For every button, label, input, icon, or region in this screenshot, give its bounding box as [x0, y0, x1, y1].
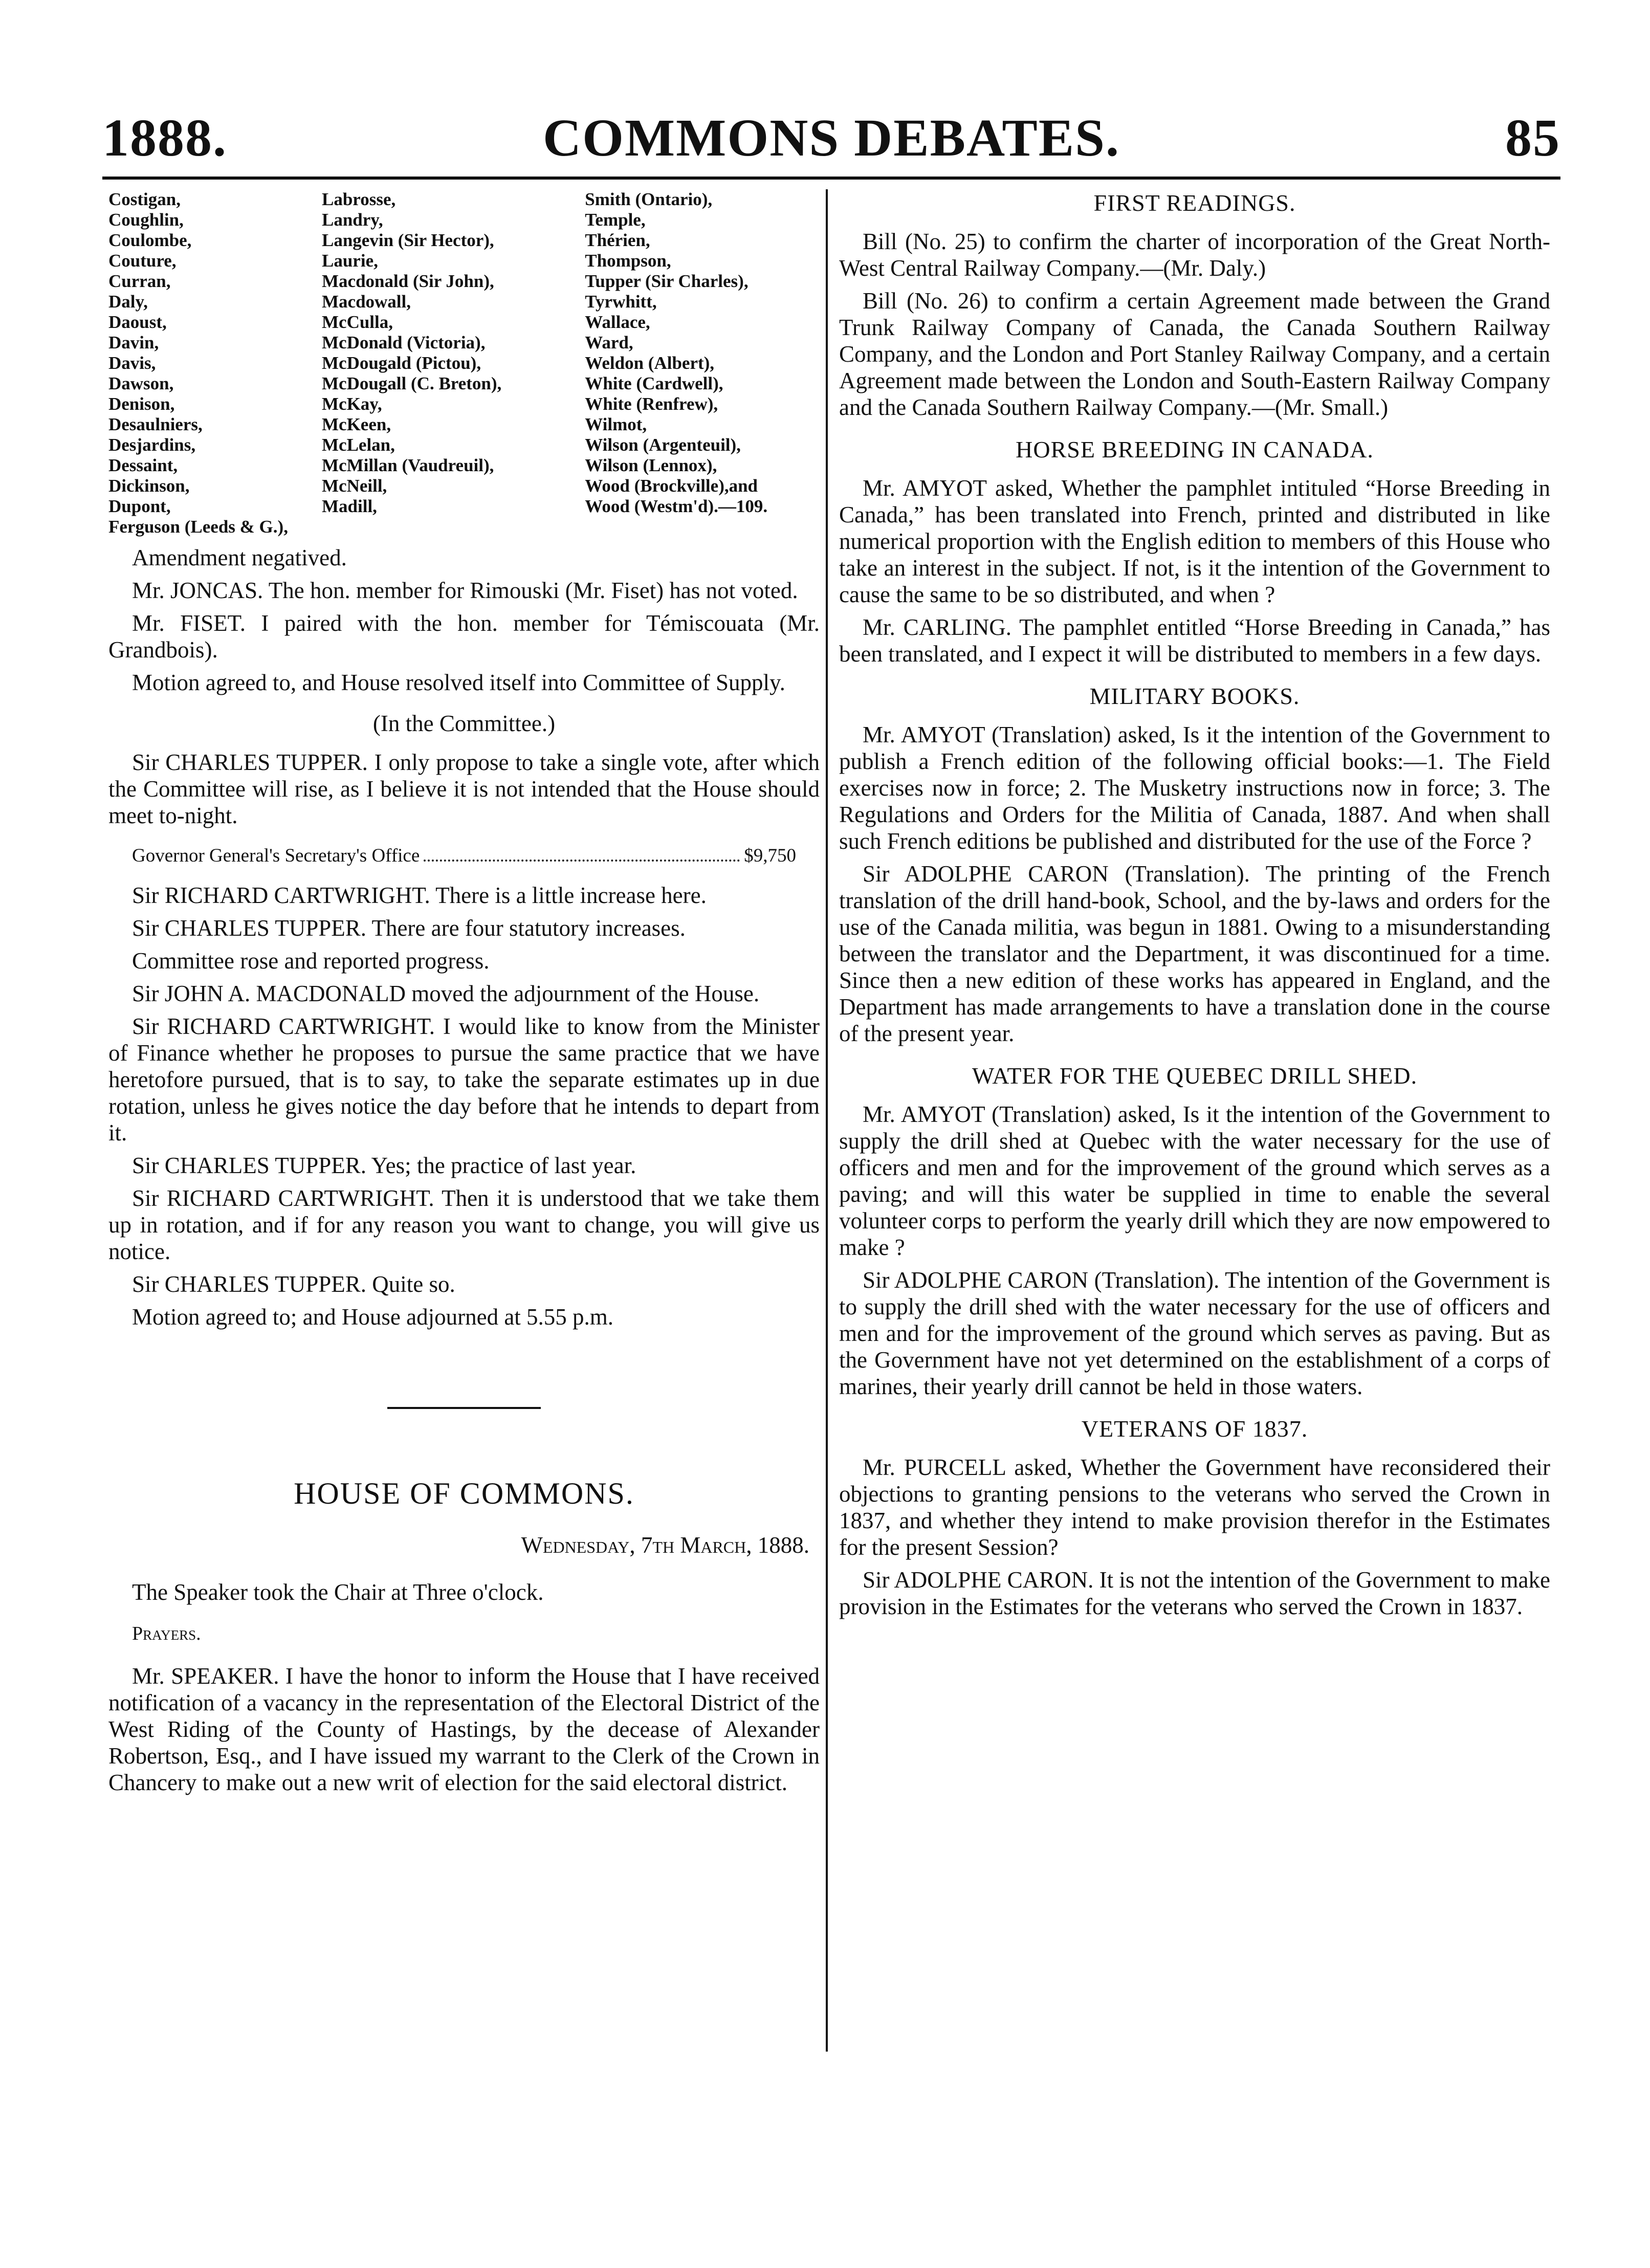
- heading-first-readings: FIRST READINGS.: [1093, 190, 1296, 216]
- division-row: [108, 455, 820, 476]
- member-name: McKeen,: [322, 414, 391, 434]
- paragraph-tupper-3: Sir CHARLES TUPPER. Yes; the practice of last year.: [132, 1153, 636, 1178]
- member-name: Macdowall,: [322, 292, 411, 312]
- member-name: McDougall (C. Breton),: [322, 373, 502, 393]
- member-name: Dupont,: [108, 496, 171, 516]
- sitting-date: Wednesday, 7th March, 1888.: [521, 1532, 809, 1558]
- member-name: Temple,: [585, 210, 646, 230]
- division-row: [108, 230, 820, 251]
- paragraph-purcell: Mr. PURCELL asked, Whether the Government have reconsidered their objections to granting pensions to the veterans who served the Crown in 1837, and whether they intend to make provision therefor in the Estimates for the present Session?: [839, 1455, 1550, 1560]
- paragraph-cartwright-2: Sir RICHARD CARTWRIGHT. I would like to know from the Minister of Finance whether he proposes to pursue the same practice that we have heretofore pursued, that is to say, to take the separate estimates up in due rotation, unless he gives notice the day before that he intends to depart from it.: [108, 1014, 820, 1146]
- member-name: Costigan,: [108, 189, 181, 209]
- member-name: Couture,: [108, 251, 177, 271]
- member-name: McLelan,: [322, 435, 395, 455]
- member-name: Tyrwhitt,: [585, 292, 657, 312]
- paragraph-macdonald: Sir JOHN A. MACDONALD moved the adjournment of the House.: [132, 981, 760, 1006]
- left-column: [108, 189, 820, 1802]
- division-row: [108, 353, 820, 373]
- paragraph-caron-veterans: Sir ADOLPHE CARON. It is not the intention of the Government to make provision in the Estimates for the veterans who served the Crown in 1837.: [839, 1567, 1550, 1619]
- paragraph-bill-26: Bill (No. 26) to confirm a certain Agreement made between the Grand Trunk Railway Company of Canada, the Canada Southern Railway Company, and the London and Port Stanley Railway Company, and a certain Agreement made between the London and South-Eastern Railway Company and the Canada Southern Railway Company.—(Mr. Small.): [839, 288, 1550, 420]
- division-list-last: Ferguson (Leeds & G.),: [108, 517, 288, 537]
- member-name: Daoust,: [108, 312, 167, 332]
- heading-drill-shed: WATER FOR THE QUEBEC DRILL SHED.: [972, 1063, 1418, 1089]
- member-name: Laurie,: [322, 251, 378, 271]
- division-row: [108, 496, 820, 517]
- paragraph-carling: Mr. CARLING. The pamphlet entitled “Horse Breeding in Canada,” has been translated, and I expect it will be distributed to members in a few days.: [839, 614, 1550, 667]
- member-name: Desjardins,: [108, 435, 196, 455]
- division-row: [108, 476, 820, 496]
- member-name: Weldon (Albert),: [585, 353, 715, 373]
- member-name: Wood (Brockville),and: [585, 476, 758, 496]
- member-name: Davis,: [108, 353, 156, 373]
- member-name: McMillan (Vaudreuil),: [322, 455, 494, 475]
- paragraph-speaker: Mr. SPEAKER. I have the honor to inform the House that I have received notification of a vacancy in the representation of the Electoral District of the West Riding of the County of Hastings, by the decease of Alexander Robertson, Esq., and I have issued my warrant to the Clerk of the Crown in Chancery to make out a new writ of election for the said electoral district.: [108, 1663, 820, 1795]
- member-name: Ward,: [585, 333, 633, 353]
- division-row: [108, 210, 820, 230]
- column-divider: [826, 189, 828, 2052]
- member-name: Wilmot,: [585, 414, 647, 434]
- paragraph-cartwright-3: Sir RICHARD CARTWRIGHT. Then it is understood that we take them up in rotation, and if for any reason you want to change, you will give us notice.: [108, 1185, 820, 1264]
- member-name: McKay,: [322, 394, 382, 414]
- member-name: Wallace,: [585, 312, 650, 332]
- member-name: Davin,: [108, 333, 159, 353]
- member-name: Thompson,: [585, 251, 671, 271]
- member-name: White (Renfrew),: [585, 394, 718, 414]
- member-name: Langevin (Sir Hector),: [322, 230, 494, 250]
- division-row: [108, 373, 820, 394]
- member-name: Smith (Ontario),: [585, 189, 713, 209]
- member-name: McCulla,: [322, 312, 393, 332]
- header-year: 1888.: [102, 108, 227, 167]
- paragraph-amendment: Amendment negatived.: [132, 545, 347, 570]
- member-name: Thérien,: [585, 230, 650, 250]
- member-name: Daly,: [108, 292, 148, 312]
- heading-horse-breeding: HORSE BREEDING IN CANADA.: [1016, 436, 1374, 463]
- paragraph-amyot-water: Mr. AMYOT (Translation) asked, Is it the intention of the Government to supply the drill shed at Quebec with the water necessary for the use of officers and men and for the improvement of the ground which serves as a paving; and will this water be supplied in time to enable the several volunteer corps to perform the yearly drill which they are now empowered to make ?: [839, 1102, 1550, 1260]
- header-title: COMMONS DEBATES.: [543, 108, 1120, 167]
- paragraph-tupper-2: Sir CHARLES TUPPER. There are four statutory increases.: [132, 915, 686, 941]
- paragraph-joncas: Mr. JONCAS. The hon. member for Rimouski (Mr. Fiset) has not voted.: [132, 578, 798, 603]
- member-name: Tupper (Sir Charles),: [585, 271, 749, 291]
- header-page-number: 85: [1505, 108, 1560, 167]
- division-row: [108, 414, 820, 435]
- member-name: Madill,: [322, 496, 377, 516]
- member-name: Macdonald (Sir John),: [322, 271, 494, 291]
- heading-veterans: VETERANS OF 1837.: [1081, 1416, 1308, 1442]
- member-name: Landry,: [322, 210, 383, 230]
- division-row: [108, 271, 820, 292]
- division-row: [108, 435, 820, 455]
- division-row: [108, 312, 820, 333]
- member-name: Desaulniers,: [108, 414, 203, 434]
- paragraph-tupper-4: Sir CHARLES TUPPER. Quite so.: [132, 1271, 455, 1297]
- paragraph-amyot-books: Mr. AMYOT (Translation) asked, Is it the intention of the Government to publish a French edition of the following official books:—1. The Field exercises now in force; 2. The Musketry instructions now in force; 3. The Regulations and Orders for the Militia of Canada, 1887. And when shall such French editions be published and distributed for the use of the Force ?: [839, 722, 1550, 854]
- paragraph-motion: Motion agreed to, and House resolved itself into Committee of Supply.: [132, 670, 785, 695]
- member-name: Wood (Westm'd).—109.: [585, 496, 768, 516]
- member-name: McNeill,: [322, 476, 387, 496]
- member-name: Wilson (Argenteuil),: [585, 435, 741, 455]
- paragraph-cartwright-1: Sir RICHARD CARTWRIGHT. There is a little increase here.: [132, 883, 707, 908]
- division-row: [108, 292, 820, 312]
- paragraph-caron-water: Sir ADOLPHE CARON (Translation). The intention of the Government is to supply the drill shed with the water necessary for the use of officers and men and for the improvement of the ground which serves as paving. But as the Government have not yet determined on the establishment of a corps of marines, their yearly drill cannot be held in those waters.: [839, 1267, 1550, 1399]
- member-name: Denison,: [108, 394, 175, 414]
- paragraph-fiset: Mr. FISET. I paired with the hon. member for Témiscouata (Mr. Grandbois).: [108, 610, 820, 663]
- member-name: Curran,: [108, 271, 171, 291]
- member-name: White (Cardwell),: [585, 373, 723, 393]
- section-rule: [387, 1407, 541, 1409]
- member-name: Wilson (Lennox),: [585, 455, 717, 475]
- member-name: Coulombe,: [108, 230, 192, 250]
- member-name: Coughlin,: [108, 210, 184, 230]
- paragraph-bill-25: Bill (No. 25) to confirm the charter of incorporation of the Great North-West Central Railway Company.—(Mr. Daly.): [839, 229, 1550, 281]
- division-row: [108, 333, 820, 353]
- supply-item-amount: $9,750: [744, 845, 796, 866]
- member-name: Labrosse,: [322, 189, 396, 209]
- heading-military-books: MILITARY BOOKS.: [1089, 683, 1300, 709]
- paragraph-adjourned: Motion agreed to; and House adjourned at 5.55 p.m.: [132, 1304, 614, 1330]
- paragraph-tupper-1: Sir CHARLES TUPPER. I only propose to take a single vote, after which the Committee will rise, as I believe it is not intended that the House should meet to-night.: [108, 750, 820, 828]
- member-name: Dawson,: [108, 373, 174, 393]
- member-name: McDougald (Pictou),: [322, 353, 481, 373]
- member-name: Dickinson,: [108, 476, 190, 496]
- leader-dots: [424, 843, 740, 862]
- division-row: [108, 251, 820, 271]
- paragraph-committee-rose: Committee rose and reported progress.: [132, 948, 490, 974]
- speaker-took-chair: The Speaker took the Chair at Three o'clock.: [132, 1579, 544, 1605]
- committee-label: (In the Committee.): [372, 711, 556, 736]
- paragraph-caron-books: Sir ADOLPHE CARON (Translation). The printing of the French translation of the drill hand-book, School, and the by-laws and orders for the use of the Canada militia, was begun in 1881. Owing to a misunderstanding between the translator and the Department, it was discontinued for a time. Since then a new edition of these works has appeared in England, and the Department has made arrangements to have a translation done in the course of the present year.: [839, 861, 1550, 1046]
- member-name: Dessaint,: [108, 455, 178, 475]
- member-name: McDonald (Victoria),: [322, 333, 486, 353]
- house-of-commons-title: HOUSE OF COMMONS.: [294, 1477, 634, 1510]
- division-row: [108, 394, 820, 414]
- page-header: [102, 107, 1560, 167]
- supply-item-label: Governor General's Secretary's Office: [132, 845, 420, 866]
- right-column: [839, 189, 1550, 1626]
- paragraph-amyot-horse: Mr. AMYOT asked, Whether the pamphlet intituled “Horse Breeding in Canada,” has been translated into French, printed and distributed in like numerical proportion with the English edition to members of this House who take an interest in the subject. If not, is it the intention of the Government to cause the same to be so distributed, and when ?: [839, 475, 1550, 607]
- supply-item: [132, 843, 820, 869]
- division-list: [108, 189, 820, 517]
- header-rule: [102, 177, 1560, 180]
- division-row: [108, 189, 820, 210]
- prayers-label: Prayers.: [132, 1623, 201, 1644]
